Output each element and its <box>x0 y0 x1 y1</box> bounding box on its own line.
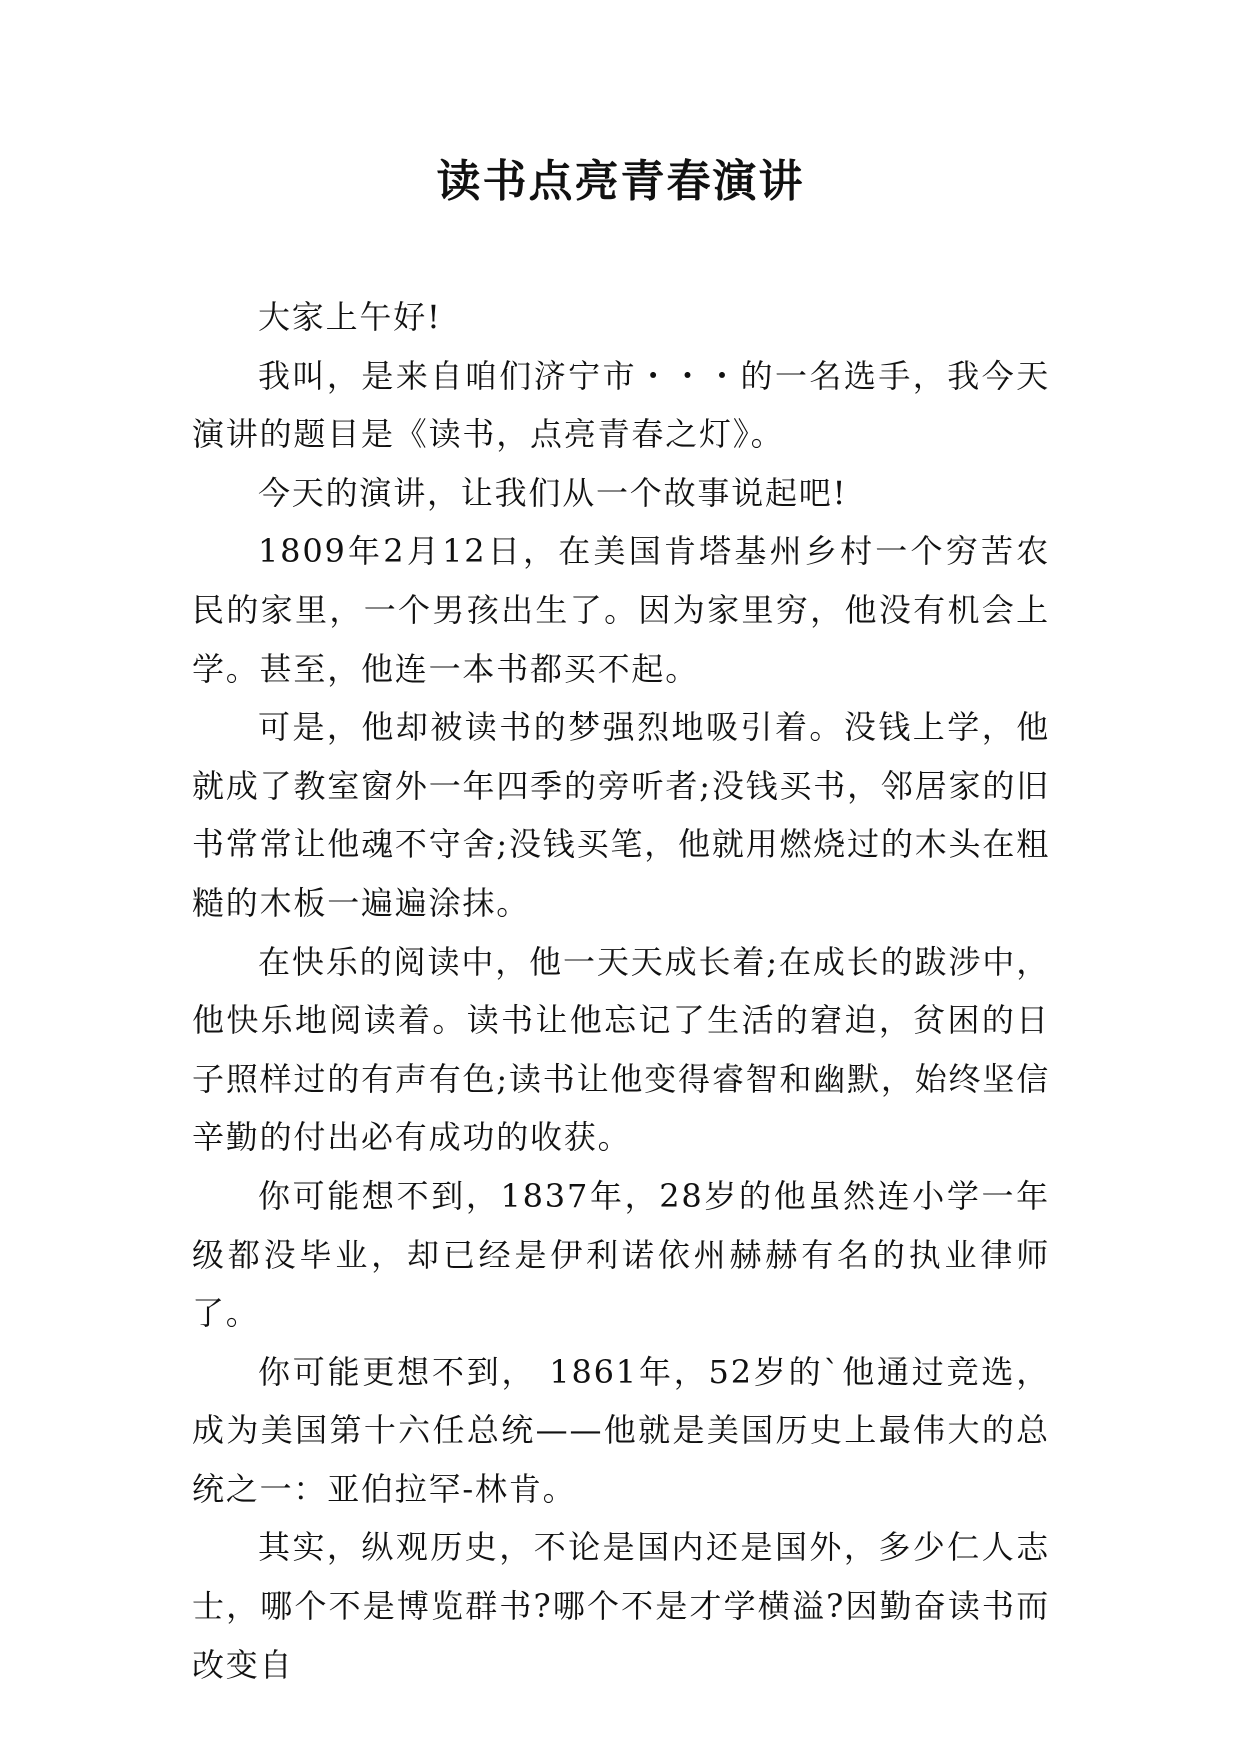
document-body <box>192 288 1050 1694</box>
paragraph-reading-dream: 可是，他却被读书的梦强烈地吸引着。没钱上学，他就成了教室窗外一年四季的旁听者;没钱买书，邻居家的旧书常常让他魂不守舍;没钱买笔，他就用燃烧过的木头在粗糙的木板一遍遍涂抹。 <box>192 708 1050 922</box>
paragraph-greeting: 大家上午好! <box>258 298 442 336</box>
paragraph-story-opening: 今天的演讲，让我们从一个故事说起吧! <box>258 473 848 512</box>
paragraph-history: 其实，纵观历史，不论是国内还是国外，多少仁人志士，哪个不是博览群书?哪个不是才学横溢?因勤奋读书而改变自 <box>192 1528 1050 1684</box>
paragraph-introduction: 我叫，是来自咱们济宁市・・・的一名选手，我今天演讲的题目是《读书，点亮青春之灯》。 <box>192 356 1050 454</box>
paragraph-lawyer: 你可能想不到，1837年，28岁的他虽然连小学一年级都没毕业，却已经是伊利诺依州赫赫有名的执业律师了。 <box>192 1176 1050 1333</box>
paragraph-birth: 1809年2月12日，在美国肯塔基州乡村一个穷苦农民的家里，一个男孩出生了。因为家里穷，他没有机会上学。甚至，他连一本书都买不起。 <box>192 532 1050 688</box>
paragraph-president: 你可能更想不到， 1861年，52岁的`他通过竞选，成为美国第十六任总统——他就是美国历史上最伟大的总统之一：亚伯拉罕-林肯。 <box>192 1352 1050 1508</box>
document-title: 读书点亮青春演讲 <box>436 156 805 207</box>
paragraph-growth: 在快乐的阅读中，他一天天成长着;在成长的跋涉中，他快乐地阅读着。读书让他忘记了生活的窘迫，贫困的日子照样过的有声有色;读书让他变得睿智和幽默，始终坚信辛勤的付出必有成功的收获。 <box>192 942 1050 1157</box>
